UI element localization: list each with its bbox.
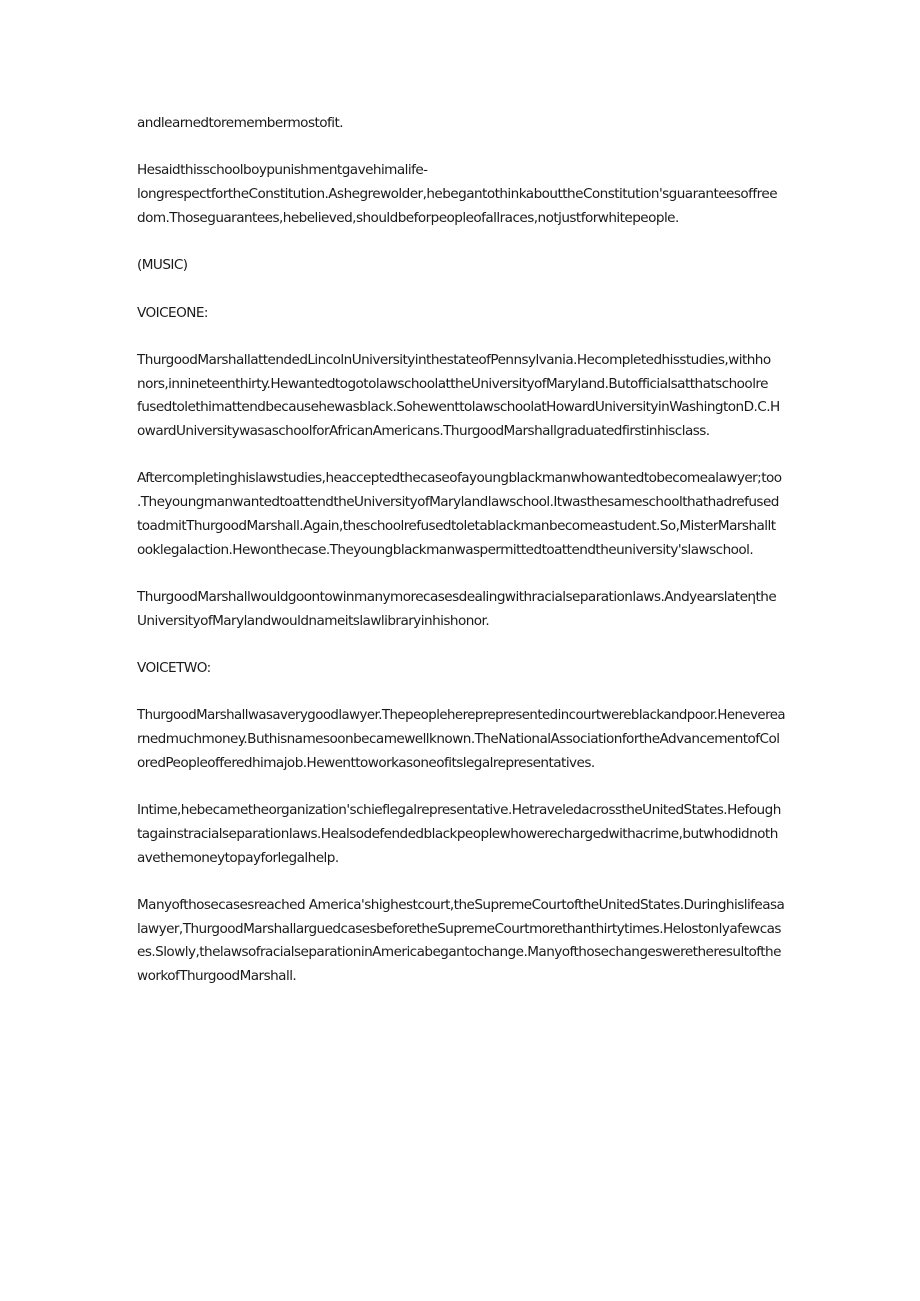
paragraph-p10 [137,799,785,870]
stage-direction-music [137,254,785,278]
text-line: ooklegalaction.Hewonthecase.Theyoungblackmanwaspermittedtoattendtheuniversity'slawschool. [137,541,754,558]
speaker-label-voice-one [137,302,785,326]
text-line: UniversityofMarylandwouldnameitslawlibraryinhishonor. [137,612,490,629]
text-line: nors,innineteenthirty.HewantedtogotolawschoolattheUniversityofMaryland.Butofficialsatthatschoolre [137,375,768,392]
document-body [137,112,785,1013]
text-line: workofThurgoodMarshall. [137,968,297,985]
text-line: Hesaidthisschoolboypunishmentgavehimalife- [137,162,428,179]
text-line: (MUSIC) [137,257,188,274]
text-line: .TheyoungmanwantedtoattendtheUniversityofMarylandlawschool.Itwasthesameschoolthathadrefused [137,494,779,511]
text-line: longrespectfortheConstitution.Ashegrewolder,hebegantothinkabouttheConstitution'sguaranteesoffree [137,186,778,203]
paragraph-p2 [137,159,785,230]
text-line: andlearnedtoremembermostofit. [137,115,344,131]
paragraph-p11 [137,894,785,989]
text-line: es.Slowly,thelawsofracialseparationinAmericabegantochange.Manyofthosechangesweretheresultofthe [137,944,781,961]
text-line: Manyofthosecasesreached America'shighestcourt,theSupremeCourtoftheUnitedStates.Duringhislifeasa [137,897,785,914]
paragraph-p5 [137,349,785,444]
text-line: lawyer,ThurgoodMarshallarguedcasesbeforetheSupremeCourtmorethanthirtytimes.Helostonlyafewcas [137,920,781,937]
text-line: ThurgoodMarshallattendedLincolnUniversityinthestateofPennsylvania.Hecompletedhisstudies,withho [137,351,771,368]
text-line: tagainstracialseparationlaws.Healsodefendedblackpeoplewhowerechargedwithacrime,butwhodidnoth [137,825,778,842]
paragraph-p9 [137,704,785,775]
text-line: Aftercompletinghislawstudies,heacceptedthecaseofayoungblackmanwhowantedtobecomealawyer;too [137,470,782,487]
text-line: fusedtolethimattendbecausehewasblack.SohewenttolawschoolatHowardUniversityinWashingtonD.C.H [137,399,780,416]
paragraph-p7 [137,586,785,633]
text-line: toadmitThurgoodMarshall.Again,theschoolrefusedtoletablackmanbecomeastudent.So,MisterMarshallt [137,517,776,534]
text-line: VOICEONE: [137,304,208,321]
text-line: oredPeopleofferedhimajob.Hewenttoworkasoneofitslegalrepresentatives. [137,754,595,771]
text-line: Intime,hebecametheorganization'schieflegalrepresentative.HetraveledacrosstheUnitedStates.Hefough [137,802,781,819]
text-line: dom.Thoseguarantees,hebelieved,shouldbeforpeopleofallraces,notjustforwhitepeople. [137,209,679,226]
speaker-label-voice-two [137,657,785,681]
paragraph-p1 [137,112,785,136]
text-line: avethemoneytopayforlegalhelp. [137,849,339,866]
text-line: ThurgoodMarshallwasaverygoodlawyer.Thepeoplehereprepresentedincourtwereblackandpoor.Heneverea [137,707,786,724]
text-line: ThurgoodMarshallwouldgoontowinmanymorecasesdealingwithracialseparationlaws.Andyearslateηthe [137,588,777,605]
paragraph-p6 [137,467,785,562]
text-line: rnedmuchmoney.Buthisnamesoonbecamewellknown.TheNationalAssociationfortheAdvancementofCol [137,731,780,748]
text-line: VOICETWO: [137,660,211,677]
text-line: owardUniversitywasaschoolforAfricanAmericans.ThurgoodMarshallgraduatedfirstinhisclass. [137,423,710,440]
